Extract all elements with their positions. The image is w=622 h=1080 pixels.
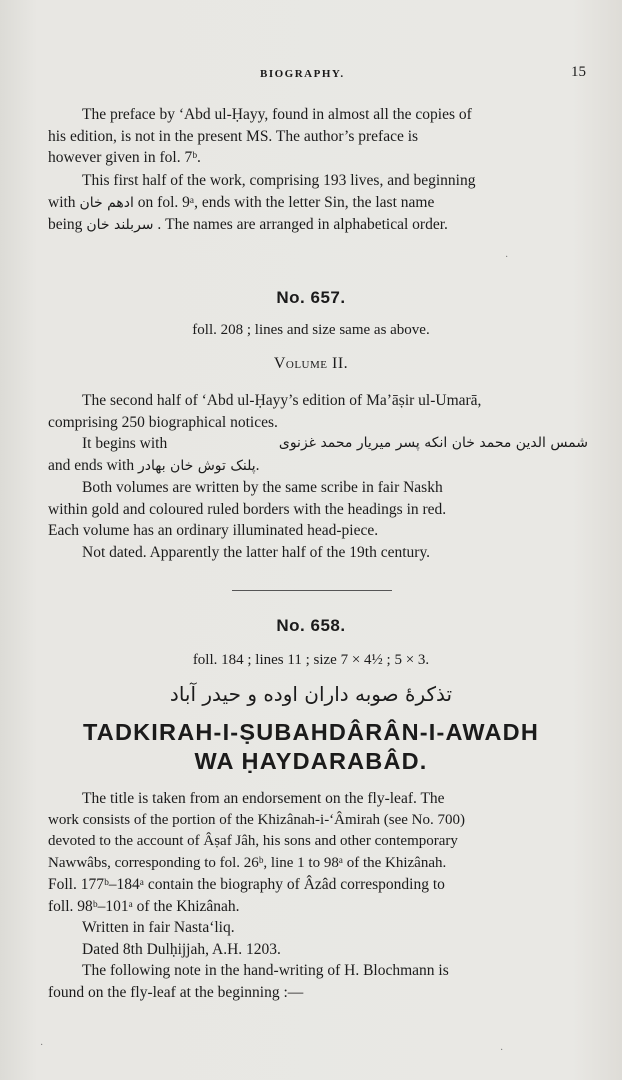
text-segment: and ends with	[48, 456, 135, 474]
text-line: foll. 98ᵇ–101ᵃ of the Khizânah.	[48, 897, 240, 915]
text-line: Each volume has an ordinary illuminated head-piece.	[48, 522, 379, 539]
page-speck: ·	[505, 252, 509, 263]
arabic-name: سربلند خان	[86, 217, 154, 233]
text-line: his edition, is not in the present MS. The author’s preface is	[48, 127, 419, 145]
text-line: Written in fair Nasta‘liq.	[82, 919, 235, 936]
text-line: The title is taken from an endorsement on the fly-leaf. The	[82, 790, 445, 807]
text-segment: with	[48, 193, 76, 211]
text-line	[48, 214, 588, 237]
entry-number: No. 658.	[276, 616, 346, 635]
text-line	[48, 433, 588, 455]
text-line: however given in fol. 7ᵇ.	[48, 149, 201, 166]
text-line: within gold and coloured ruled borders with the headings in red.	[48, 500, 447, 518]
arabic-name: ادهم خان	[79, 194, 134, 211]
running-head	[0, 64, 622, 84]
text-line: found on the fly-leaf at the beginning :—	[48, 983, 304, 1001]
entry658-paragraph-1	[48, 788, 588, 1003]
work-title-line-1: TADKIRAH-I-ṢUBAHDÂRÂN-I-AWADH	[82, 719, 539, 745]
entry-collation: foll. 184 ; lines 11 ; size 7 × 4½ ; 5 × 3.	[192, 652, 430, 668]
work-title-line-2: WA ḤAYDARABÂD.	[194, 748, 428, 774]
text-line: Foll. 177ᵇ–184ᵃ contain the biography of Âzâd corresponding to	[48, 876, 445, 893]
running-title: BIOGRAPHY.	[260, 68, 345, 80]
text-line: comprising 250 biographical notices.	[48, 413, 278, 431]
arabic-title: تذكرهٔ صوبه داران اوده و حيدر آباد	[169, 682, 453, 706]
text-segment: on fol. 9ᵃ, ends with the letter Sin, the last name	[137, 193, 435, 211]
text-line: Dated 8th Dulḥijjah, A.H. 1203.	[82, 940, 281, 958]
text-line: The following note in the hand-writing of H. Blochmann is	[82, 962, 449, 979]
text-line	[48, 192, 588, 215]
page-speck: ·	[40, 1040, 44, 1051]
page-speck: ·	[500, 1045, 504, 1056]
volume-heading: Volume II.	[273, 355, 349, 372]
text-segment: It begins with	[82, 435, 168, 452]
text-line: The preface by ‘Abd ul-Ḥayy, found in almost all the copies of	[82, 106, 472, 123]
text-segment: . The names are arranged in alphabetical order.	[157, 216, 448, 233]
intro-paragraph-2	[48, 170, 588, 237]
text-line: Nawwâbs, corresponding to fol. 26ᵇ, line 1 to 98ᵃ of the Khizânah.	[48, 854, 447, 871]
page-number: 15	[571, 64, 586, 80]
arabic-explicit: پلنک توش خان بهادر	[137, 457, 256, 474]
entry657-paragraph-1	[48, 390, 588, 563]
text-line: work consists of the portion of the Khizânah-i-‘Âmirah (see No. 700)	[48, 811, 465, 828]
text-line	[48, 455, 588, 478]
arabic-incipit: شمس الدين محمد خان انكه پسر ميريار محمد غزنوى	[278, 435, 588, 451]
intro-paragraph-1	[48, 104, 588, 169]
entry-number: No. 657.	[276, 288, 346, 307]
text-line: The second half of ‘Abd ul-Ḥayy’s edition of Ma’āṣir ul-Umarā,	[82, 392, 482, 409]
text-line: This first half of the work, comprising 193 lives, and beginning	[82, 172, 476, 189]
section-divider	[232, 590, 392, 591]
entry-collation: foll. 208 ; lines and size same as above.	[192, 322, 430, 338]
text-line: Not dated. Apparently the latter half of the 19th century.	[82, 543, 431, 561]
text-segment: being	[48, 216, 83, 233]
text-line: devoted to the account of Âṣaf Jâh, his sons and other contemporary	[48, 833, 458, 849]
text-segment: .	[255, 456, 260, 474]
text-line: Both volumes are written by the same scribe in fair Naskh	[82, 479, 443, 496]
